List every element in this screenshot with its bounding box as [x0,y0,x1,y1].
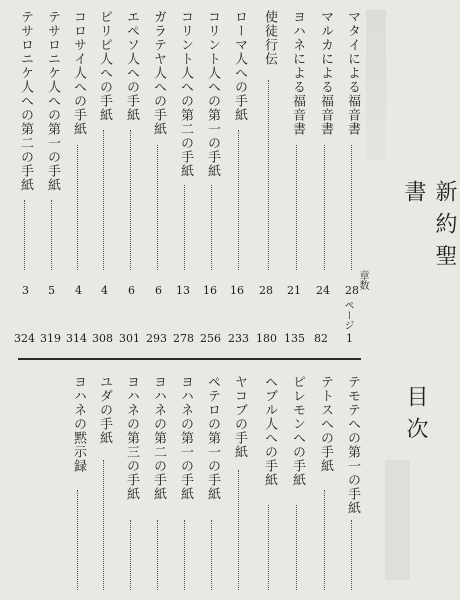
dot-leader [77,145,81,270]
book-title: マルカによる福音書 [318,10,333,136]
dot-leader [324,145,328,270]
book-title: ヤコブの手紙 [232,375,247,459]
page-title: 新約聖書 [401,180,457,276]
dot-leader [130,520,134,590]
page-number: 135 [284,332,305,345]
page-subtitle: 目次 [403,385,428,449]
book-title: テサロニケ人への第一の手紙 [45,10,60,192]
page-number: 256 [200,332,221,345]
dot-leader [184,520,188,590]
book-title: ピリピ人への手紙 [97,10,112,122]
page-header: ページ [342,300,353,330]
chapter-count: 28 [345,284,359,297]
section-divider [18,358,361,360]
book-title: ユダの手紙 [97,375,112,445]
chapter-count: 24 [316,284,330,297]
book-title: ガラテヤ人への手紙 [151,10,166,136]
dot-leader [268,505,272,590]
dot-leader [103,130,107,270]
dot-leader [24,200,28,270]
chapter-count: 3 [22,284,29,297]
dot-leader [268,80,272,270]
chapter-count: 6 [128,284,135,297]
book-title: ヨハネによる福音書 [290,10,305,136]
dot-leader [324,490,328,590]
dot-leader [77,490,81,590]
book-title: 使徒行伝 [262,10,277,66]
book-title: ヨハネの第一の手紙 [178,375,193,501]
page-number: 233 [228,332,249,345]
dot-leader [296,505,300,590]
page-number: 278 [173,332,194,345]
bleed-through-shadow [366,10,386,160]
book-title: ヨハネの第三の手紙 [124,375,139,501]
dot-leader [238,470,242,590]
dot-leader [157,145,161,270]
chapter-count: 5 [48,284,55,297]
page-number: 293 [146,332,167,345]
book-title: コロサイ人への手紙 [71,10,86,136]
dot-leader [157,520,161,590]
page-number: 314 [66,332,87,345]
book-title: エペソ人への手紙 [124,10,139,122]
book-title: コリント人への第一の手紙 [205,10,220,178]
book-title: ヨハネの黙示録 [71,375,86,473]
page-number: 82 [314,332,328,345]
book-title: ペテロの第一の手紙 [205,375,220,501]
dot-leader [130,130,134,270]
dot-leader [211,520,215,590]
page-number: 308 [92,332,113,345]
dot-leader [211,185,215,270]
chapters-header: 章数 [357,270,368,290]
chapter-count: 28 [259,284,273,297]
chapter-count: 4 [75,284,82,297]
book-title: ローマ人への手紙 [232,10,247,122]
book-title: ピレモンへの手紙 [290,375,305,487]
dot-leader [296,145,300,270]
dot-leader [351,520,355,590]
chapter-count: 4 [101,284,108,297]
book-title: ヨハネの第二の手紙 [151,375,166,501]
chapter-count: 21 [287,284,301,297]
page-number: 319 [40,332,61,345]
dot-leader [351,145,355,270]
book-title: コリント人への第二の手紙 [178,10,193,178]
book-title: テモテへの第一の手紙 [345,375,360,515]
dot-leader [238,130,242,270]
bleed-through-shadow [385,460,410,580]
page-number: 324 [14,332,35,345]
chapter-count: 6 [155,284,162,297]
chapter-count: 16 [230,284,244,297]
page-number: 1 [346,332,353,345]
dot-leader [103,460,107,590]
book-title: ヘブル人への手紙 [262,375,277,487]
dot-leader [51,200,55,270]
chapter-count: 16 [203,284,217,297]
page-number: 180 [256,332,277,345]
chapter-count: 13 [176,284,190,297]
dot-leader [184,185,188,270]
book-title: テサロニケ人への第二の手紙 [18,10,33,192]
page-number: 301 [119,332,140,345]
book-title: テトスへの手紙 [318,375,333,473]
book-title: マタイによる福音書 [345,10,360,136]
